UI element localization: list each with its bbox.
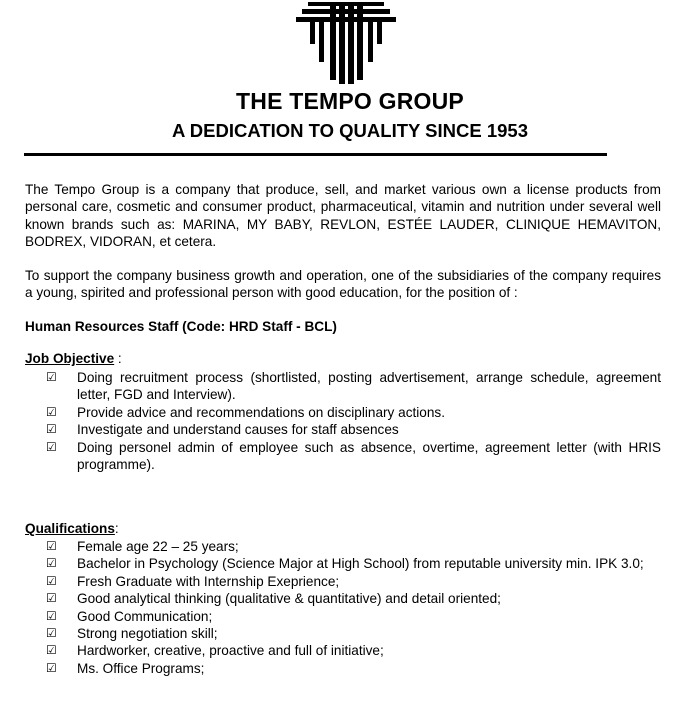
- list-item-text: Ms. Office Programs;: [77, 660, 205, 676]
- list-item-text: Good Communication;: [77, 608, 213, 624]
- qualifications-list: [46, 538, 661, 677]
- list-item: [46, 421, 661, 438]
- list-item: [46, 642, 661, 659]
- checkbox-checked-icon: ☑: [46, 608, 57, 623]
- tempo-group-logo: [292, 2, 400, 84]
- checkbox-checked-icon: ☑: [46, 556, 57, 571]
- qualifications-label: Qualifications: [25, 521, 115, 536]
- company-tagline: A DEDICATION TO QUALITY SINCE 1953: [171, 120, 529, 141]
- list-item: [46, 625, 661, 642]
- list-item: [46, 439, 661, 474]
- list-item-text: Doing personel admin of employee such as absence, overtime, agreement letter (with HRIS programme).: [77, 439, 661, 473]
- position-intro-paragraph: To support the company business growth and operation, one of the subsidiaries of the company requires a young, spirited and professional person with good education, for the position of :: [25, 268, 661, 301]
- list-item: [46, 369, 661, 404]
- list-item-text: Doing recruitment process (shortlisted, posting advertisement, arrange schedule, agreement letter, FGD and Interview).: [77, 370, 661, 403]
- list-item: [46, 555, 661, 572]
- checkbox-checked-icon: ☑: [46, 539, 57, 553]
- job-objective-list: [46, 369, 661, 473]
- list-item-text: Provide advice and recommendations on disciplinary actions.: [77, 404, 445, 420]
- list-item-text: Strong negotiation skill;: [77, 626, 218, 642]
- list-item-text: Bachelor in Psychology (Science Major at High School) from reputable university min. IPK 3.0;: [77, 556, 644, 572]
- checkbox-checked-icon: ☑: [46, 643, 57, 658]
- list-item: [46, 660, 661, 677]
- checkbox-checked-icon: ☑: [46, 573, 57, 588]
- list-item: [46, 590, 661, 607]
- list-item-text: Hardworker, creative, proactive and full of initiative;: [77, 643, 384, 659]
- checkbox-checked-icon: ☑: [46, 404, 57, 419]
- position-title: Human Resources Staff (Code: HRD Staff - BCL): [25, 319, 337, 334]
- checkbox-checked-icon: ☑: [46, 439, 57, 454]
- job-objective-label: Job Objective: [25, 351, 115, 366]
- checkbox-checked-icon: ☑: [46, 660, 57, 675]
- list-item-text: Investigate and understand causes for staff absences: [77, 422, 399, 438]
- checkbox-checked-icon: ☑: [46, 422, 57, 437]
- list-item: [46, 573, 661, 590]
- checkbox-checked-icon: ☑: [46, 591, 57, 606]
- list-item-text: Fresh Graduate with Internship Exeprience;: [77, 573, 340, 589]
- list-item-text: Female age 22 – 25 years;: [77, 539, 239, 554]
- qualifications-colon: :: [114, 521, 119, 536]
- job-objective-heading: [25, 351, 122, 366]
- company-name: THE TEMPO GROUP: [236, 88, 464, 114]
- list-item: [46, 404, 661, 421]
- header-divider: [24, 153, 607, 156]
- qualifications-heading: [25, 521, 119, 536]
- list-item: [46, 608, 661, 625]
- intro-paragraph: The Tempo Group is a company that produce, sell, and market various own a license products from personal care, cosmetic and consumer product, pharmaceutical, vitamin and nutrition under several well known brands such as: MARINA, MY BABY, REVLON, ESTÉE LAUDER, CLINIQUE HEMAVITON, BODREX, VIDORAN, et cetera.: [25, 182, 661, 250]
- checkbox-checked-icon: ☑: [46, 626, 57, 641]
- job-objective-colon: :: [114, 351, 122, 366]
- list-item: [46, 538, 661, 555]
- list-item-text: Good analytical thinking (qualitative & quantitative) and detail oriented;: [77, 591, 501, 607]
- checkbox-checked-icon: ☑: [46, 370, 57, 384]
